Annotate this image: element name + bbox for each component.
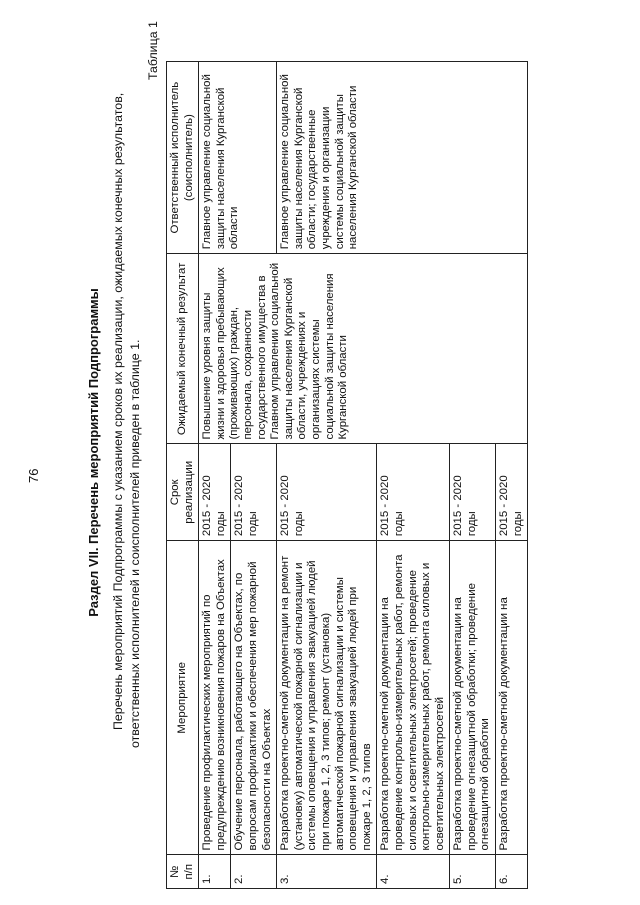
events-table [166,61,528,889]
row-event: Проведение профилактических мероприятий по предупреждению возникновения пожаров на Объектах [199,541,231,855]
row-event: Разработка проектно-сметной документации на проведение огнезащитной обработки; проведение огнезащитной обработки [450,541,496,855]
col-exec-header: Ответственный исполнитель (соисполнитель) [167,62,199,254]
section-heading: Раздел VII. Перечень мероприятий Подпрограммы [86,288,101,617]
row-term: 2015 - 2020 годы [199,444,231,541]
intro-paragraph: Перечень мероприятий Подпрограммы с указанием сроков их реализации, ожидаемых конечных результатов, ответственных исполнителей и соисполнителей приведен в таблице 1. [111,92,142,748]
row-num: 5. [450,855,496,889]
row-num: 4. [377,855,450,889]
row-event: Разработка проектно-сметной документации на проведение контрольно-измерительных работ, ремонта силовых и осветительных электросетей; проведение контрольно-измерительных работ, ремонта силовых и осветительных электросетей [377,541,450,855]
row-term: 2015 - 2020 годы [231,444,277,541]
row-exec: Главное управление социальной защиты населения Курганской области [199,62,277,254]
row-result: Повышение уровня защиты жизни и здоровья пребывающих (проживающих) граждан, персонала, сохранности государственного имущества в Главном управлении социальной защиты населения Курганской области, учреждениях и организациях системы социальной защиты населения Курганской области [199,254,528,444]
row-event: Обучение персонала, работающего на Объектах, по вопросам профилактики и обеспечения мер пожарной безопасности на Объектах [231,541,277,855]
table-row [199,62,231,889]
col-num-header: № п/п [167,855,199,889]
row-term: 2015 - 2020 годы [377,444,450,541]
row-exec: Главное управление социальной защиты населения Курганской области; государственные учреждения и организации системы социальной защиты населения Курганской области [277,62,528,254]
col-result-header: Ожидаемый конечный результат [167,254,199,444]
row-num: 2. [231,855,277,889]
row-term: 2015 - 2020 годы [450,444,496,541]
table-header-row [167,62,199,889]
row-event: Разработка проектно-сметной документации на ремонт (установку) автоматической пожарной сигнализации и системы оповещения и управления эвакуацией людей при пожаре 1, 2, 3 типов; ремонт (установка) автоматической пожарной сигнализации и системы оповещения и управления эвакуацией людей при пожаре 1, 2, 3 типов [277,541,377,855]
page-number: 76 [26,468,41,483]
table-caption: Таблица 1 [146,21,160,80]
row-event: Разработка проектно-сметной документации на [496,541,528,855]
table-row [277,62,377,889]
col-event-header: Мероприятие [167,541,199,855]
row-term: 2015 - 2020 годы [277,444,377,541]
row-term: 2015 - 2020 годы [496,444,528,541]
row-num: 6. [496,855,528,889]
col-term-header: Срок реализации [167,444,199,541]
row-num: 3. [277,855,377,889]
row-num: 1. [199,855,231,889]
